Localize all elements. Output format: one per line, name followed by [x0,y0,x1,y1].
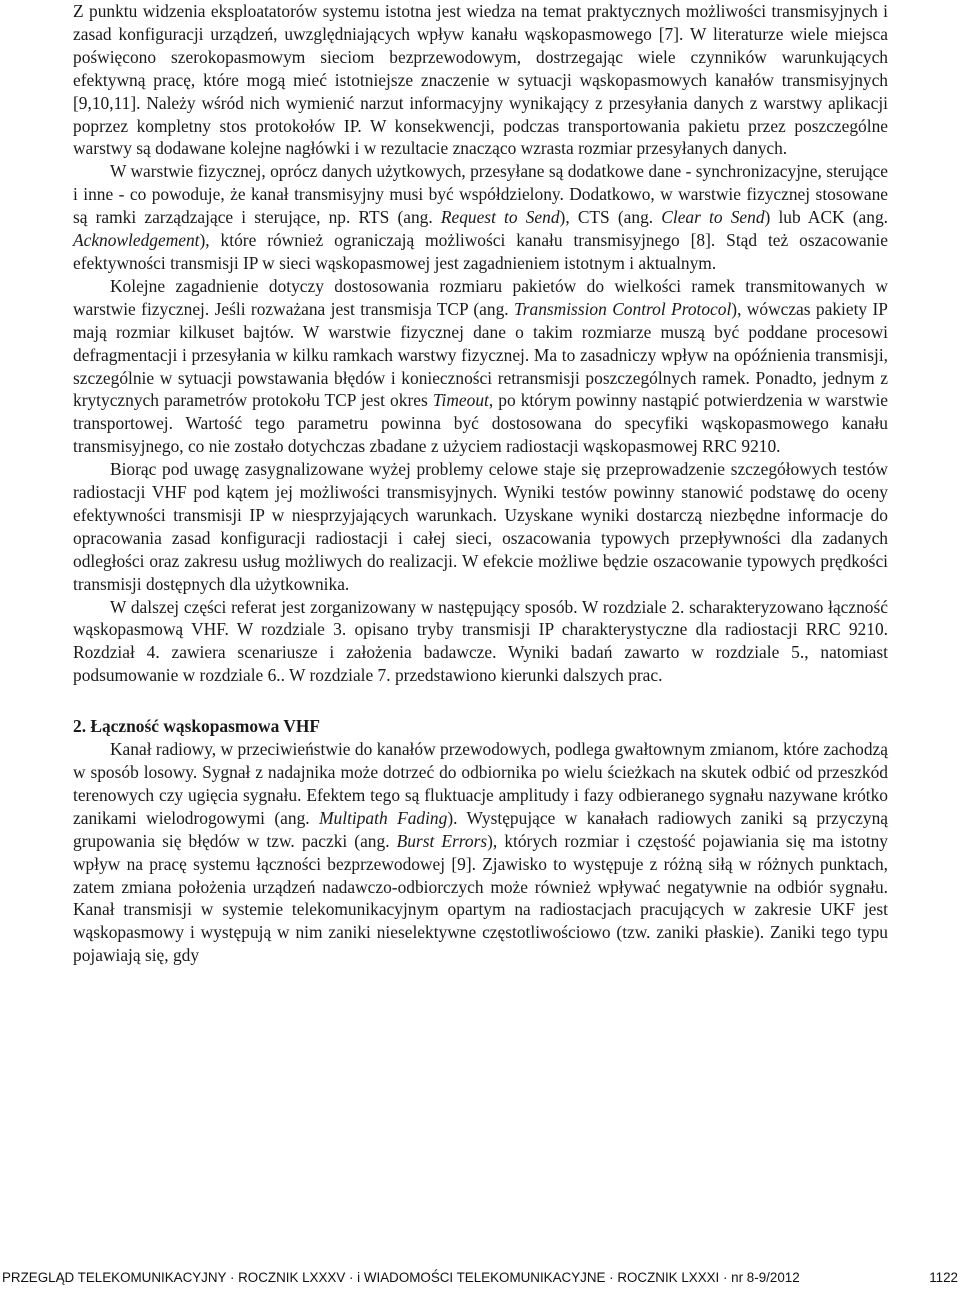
paragraph-6-text-b: ). Występujące w kanałach radiowych zaniki są przyczyną grupowania się błędów w tzw. paczki (ang. [73,807,888,851]
paragraph-5: W dalszej części referat jest zorganizowany w następujący sposób. W rozdziale 2. scharakteryzowano łączność wąskopasmową VHF. W rozdziale 3. opisano tryby transmisji IP charakterystyczne dla radiostacji RRC 9210. Rozdział 4. zawiera scenariusze i założenia badawcze. Wyniki badań zawarto w rozdziale 5., natomiast podsumowanie w rozdziale 6.. W rozdziale 7. przedstawiono kierunki dalszych prac. [73,596,888,686]
paragraph-2-text-b: ), CTS (ang. [559,207,662,228]
term-clear-to-send: Clear to Send [661,207,765,228]
paragraph-4: Biorąc pod uwagę zasygnalizowane wyżej problemy celowe staje się przeprowadzenie szczegółowych testów radiostacji VHF pod kątem jej możliwości transmisyjnych. Wyniki testów powinny stanowić podstawę do oceny efektywności transmisji IP w niesprzyjających warunkach. Uzyskane wyniki dostarczą niezbędne informacje do opracowania zasad konfiguracji radiostacji i całej sieci, oszacowania typowych przepływności dla zadanych odległości oraz zakresu usług możliwych do realizacji. W efekcie możliwe będzie oszacowanie typowych prędkości transmisji dostępnych dla użytkownika. [73,459,888,594]
paragraph-1: Z punktu widzenia eksploatatorów systemu istotna jest wiedza na temat praktycznych możliwości transmisyjnych i zasad konfiguracji urządzeń, uwzględniających wpływ kanału wąskopasmowego [7]. W literaturze wiele miejsca poświęcono szerokopasmowym sieciom bezprzewodowym, dostrzegając wiele czynników warunkujących efektywną pracę, które mogą mieć istotniejsze znaczenie w sytuacji wąskopasmowych kanałów transmisyjnych [9,10,11]. Należy wśród nich wymienić narzut informacyjny wynikający z przesyłania danych z warstwy aplikacji poprzez kompletny stos protokołów IP. W konsekwencji, podczas transportowania pakietu przez poszczególne warstwy są dodawane kolejne nagłówki i w rezultacie znacząco wzrasta rozmiar przesyłanych danych. [73,1,888,159]
term-transmission-control-protocol: Transmission Control Protocol [514,298,732,319]
paragraph-6 [73,738,888,967]
paragraph-2-text-c: ) lub ACK (ang. [764,207,889,228]
paragraph-3 [73,275,888,458]
footer-journal-line: PRZEGLĄD TELEKOMUNIKACYJNY · ROCZNIK LXXXV · i WIADOMOŚCI TELEKOMUNIKACYJNE · ROCZNIK LXXXI · nr 8-9/2012 [2,1270,800,1285]
term-acknowledgement: Acknowledgement [73,230,200,251]
paragraph-3-text-b: ), wówczas pakiety IP mają rozmiar kilkuset bajtów. W warstwie fizycznej dane o takim rozmiarze muszą być poddane procesowi defragmentacji i przesyłania w kilku ramkach warstwy fizycznej. Ma to zasadniczy wpływ na opóźnienia transmisji, szczególnie w sytuacji powstawania błędów i konieczności retransmisji poszczególnych ramek. Ponadto, jednym z krytycznych parametrów protokołu TCP jest okres [73,298,888,411]
term-multipath-fading: Multipath Fading [319,807,448,828]
term-burst-errors: Burst Errors [396,830,488,851]
paragraph-3-text-a: Kolejne zagadnienie dotyczy dostosowania rozmiaru pakietów do wielkości ramek transmitowanych w warstwie fizycznej. Jeśli rozważana jest transmisja TCP (ang. [73,275,888,319]
term-request-to-send: Request to Send [440,207,560,228]
paragraph-2-text-a: W warstwie fizycznej, oprócz danych użytkowych, przesyłane są dodatkowe dane - synchronizacyjne, sterujące i inne - co powoduje, że kanał transmisyjny musi być współdzielony. Dodatkowo, w warstwie fizycznej stosowane są ramki zarządzające i sterujące, np. RTS (ang. [73,161,888,228]
paragraph-6-text-a: Kanał radiowy, w przeciwieństwie do kanałów przewodowych, podlega gwałtownym zmianom, które zachodzą w sposób losowy. Sygnał z nadajnika może dotrzeć do odbiornika po wielu ścieżkach na skutek odbić od przeszkód terenowych czy ugięcia sygnału. Efektem tego są fluktuacje amplitudy i fazy odbieranego sygnału nazywane krótko zanikami wielodrogowymi (ang. [73,739,888,828]
paragraph-6-text-c: ), których rozmiar i częstość pojawiania się ma istotny wpływ na pracę systemu łączności bezprzewodowej [9]. Zjawisko to występuje z różną siłą w różnych punktach, zatem zmiana położenia urządzeń nadawczo-odbiorczych może również wpływać negatywnie na odbiór sygnału. Kanał transmisji w systemie telekomunikacyjnym opartym na radiostacjach pracujących w zakresie UKF jest wąskopasmowy i występują w nim zaniki nieselektywne częstotliwościowo (tzw. zaniki płaskie). Zaniki tego typu pojawiają się, gdy [73,830,888,966]
section-heading: 2. Łączność wąskopasmowa VHF [73,716,321,737]
article-body [73,0,888,967]
paragraph-3-text-c: , po którym powinny nastąpić potwierdzenia w warstwie transportowej. Wartość tego parametru powinna być dostosowana do specyfiki wąskopasmowego kanału transmisyjnego, co nie zostało dotychczas zbadane z użyciem radiostacji wąskopasmowej RRC 9210. [73,390,889,457]
term-timeout: Timeout [432,390,489,411]
paragraph-2-text-d: ), które również ograniczają możliwości kanału transmisyjnego [8]. Stąd też oszacowanie efektywności transmisji IP w sieci wąskopasmowej jest zagadnieniem istotnym i aktualnym. [73,230,888,273]
paragraph-2 [73,160,888,275]
footer-page-number: 1122 [929,1270,958,1285]
page-footer [0,1268,960,1288]
